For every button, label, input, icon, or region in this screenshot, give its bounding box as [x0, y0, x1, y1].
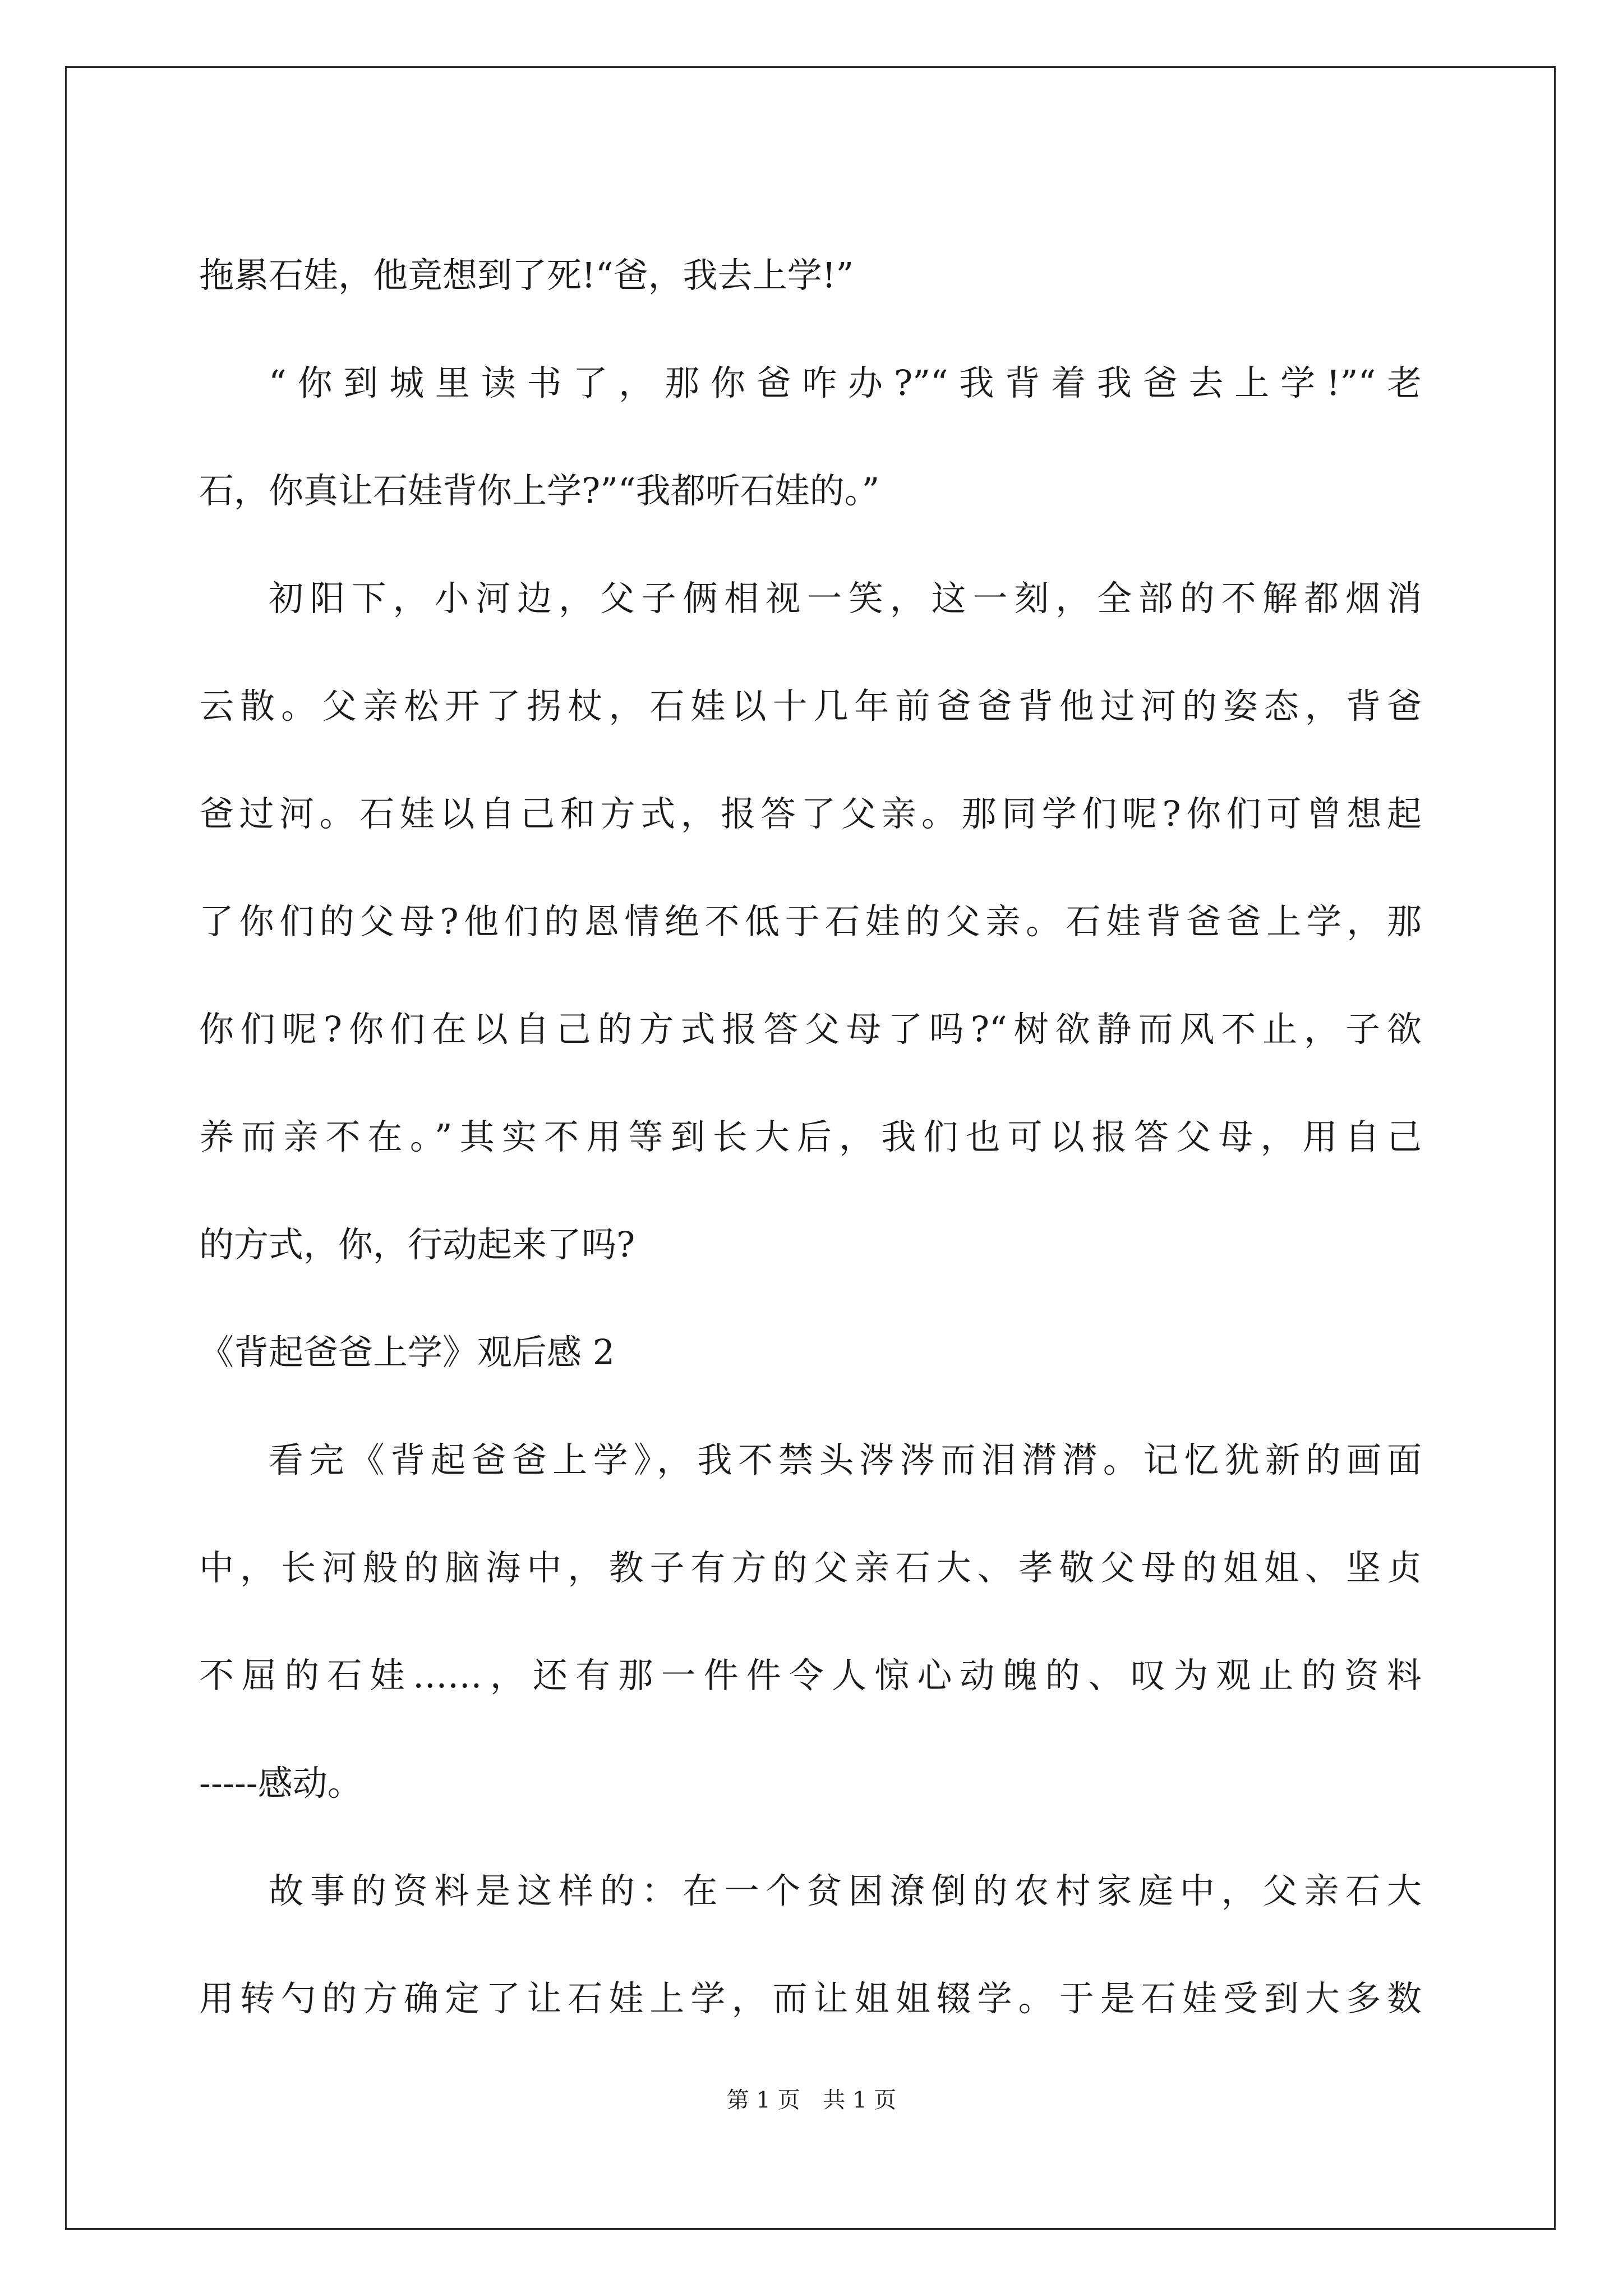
page-total: 共 1 页 — [823, 2087, 897, 2113]
text-line: 养而亲不在。”其实不用等到长大后，我们也可以报答父母，用自己 — [199, 1116, 1422, 1157]
text-line: 你们呢?你们在以自己的方式报答父母了吗?“树欲静而风不止，子欲 — [199, 1009, 1422, 1050]
text-line: 爸过河。石娃以自己和方式，报答了父亲。那同学们呢?你们可曾想起 — [199, 793, 1422, 834]
text-line: 了你们的父母?他们的恩情绝不低于石娃的父亲。石娃背爸爸上学，那 — [199, 901, 1422, 942]
text-line: 不屈的石娃……，还有那一件件令人惊心动魄的、叹为观止的资料 — [199, 1655, 1422, 1696]
paragraph-start-line: 看完《背起爸爸上学》，我不禁头涔涔而泪潸潸。记忆犹新的画面 — [269, 1439, 1422, 1480]
text-line: 用转勺的方确定了让石娃上学，而让姐姐辍学。于是石娃受到大多数 — [199, 1978, 1422, 2019]
document-body — [199, 222, 1422, 2053]
text-line: 中，长河般的脑海中，教子有方的父亲石大、孝敬父母的姐姐、坚贞 — [199, 1547, 1422, 1588]
text-line: 拖累石娃，他竟想到了死!“爸，我去上学!” — [199, 255, 854, 296]
page-footer — [0, 2082, 1623, 2114]
page-number: 第 1 页 — [726, 2087, 800, 2113]
text-line: 的方式，你，行动起来了吗? — [199, 1224, 635, 1265]
paragraph-start-line: 初阳下，小河边，父子俩相视一笑，这一刻，全部的不解都烟消 — [269, 578, 1422, 619]
text-line: 云散。父亲松开了拐杖，石娃以十几年前爸爸背他过河的姿态，背爸 — [199, 685, 1422, 726]
paragraph-start-line: 故事的资料是这样的：在一个贫困潦倒的农村家庭中，父亲石大 — [269, 1870, 1422, 1911]
text-line: -----感动。 — [199, 1763, 362, 1803]
text-line: 石，你真让石娃背你上学?”“我都听石娃的。” — [199, 470, 880, 511]
paragraph-start-line: “你到城里读书了，那你爸咋办?”“我背着我爸去上学!”“老 — [269, 362, 1422, 403]
section-heading: 《背起爸爸上学》观后感 2 — [199, 1332, 615, 1373]
